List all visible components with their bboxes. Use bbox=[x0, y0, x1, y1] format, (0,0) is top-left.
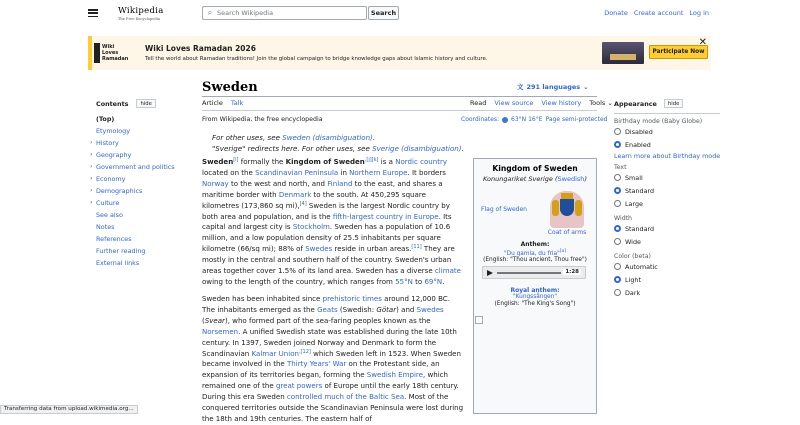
article-link[interactable]: Northern Europe bbox=[349, 167, 408, 177]
article-link[interactable]: Swedish Empire bbox=[366, 370, 423, 380]
appearance-panel bbox=[614, 99, 724, 299]
article-link[interactable]: fifth-largest country in Europe bbox=[332, 211, 439, 221]
text-size-option[interactable]: Small bbox=[614, 171, 724, 184]
banner-description: Tell the world about Ramadan traditions! Join the global campaign to bridge knowledge gaps about Islamic history and culture. bbox=[145, 56, 488, 62]
user-links bbox=[604, 9, 709, 17]
radio-button[interactable] bbox=[614, 200, 621, 207]
shield-icon bbox=[560, 199, 574, 216]
article-link[interactable]: Denmark bbox=[278, 189, 312, 199]
page-title: Sweden bbox=[202, 80, 258, 95]
toc-item[interactable]: › Demographics bbox=[90, 187, 143, 195]
anthem-heading: Anthem: bbox=[520, 241, 550, 248]
reference-link[interactable]: ,[12] bbox=[298, 348, 311, 355]
banner-title: Wiki Loves Ramadan 2026 bbox=[145, 44, 256, 53]
toc-hide-button[interactable]: hide bbox=[136, 99, 155, 108]
article-link[interactable]: 55°N bbox=[395, 276, 413, 286]
text-size-options bbox=[614, 171, 724, 210]
audio-progress-bar[interactable] bbox=[497, 272, 561, 274]
toc-item[interactable]: (Top) bbox=[96, 115, 115, 123]
audio-player[interactable] bbox=[482, 266, 586, 279]
toc-item[interactable]: Further reading bbox=[96, 247, 146, 255]
color-option[interactable]: Automatic bbox=[614, 260, 724, 273]
reference-link[interactable]: [4] bbox=[299, 200, 307, 207]
article-link[interactable]: controlled much of the Baltic Sea bbox=[286, 392, 405, 402]
disambiguation-link[interactable]: Sweden (disambiguation) bbox=[282, 133, 373, 142]
width-options bbox=[614, 222, 724, 248]
chevron-right-icon[interactable]: › bbox=[90, 199, 93, 206]
anthem-name: "Du gamla, du fria"[a] bbox=[503, 249, 567, 257]
radio-button[interactable] bbox=[614, 276, 621, 283]
chevron-right-icon[interactable]: › bbox=[90, 139, 93, 146]
main-menu-icon[interactable] bbox=[88, 9, 98, 17]
translate-icon: 文 bbox=[517, 83, 524, 91]
coat-of-arms-image[interactable] bbox=[550, 191, 584, 228]
toc-item[interactable]: › Geography bbox=[90, 151, 132, 159]
lead-paragraph-1: Sweden[i] formally the Kingdom of Sweden$^{,[j][k]}$ is a Nordic country located on the Scandinavian Peninsula in Northern Europe. It borders Norway to the west and north, and Finland to the east, and shares a maritime border with Denmark to the south. At 450,295 square kilometres (173,860 sq mi),[4] Sweden is the largest Nordic country by both area and population, and is the fifth-largest country in Europe. Its capital and largest city is Stockholm. Sweden has a population of 10.6 million, and a low population density of 25.5 inhabitants per square kilometre (66/sq mi); 88% of Swedes reside in urban areas.[11] They are mostly in the central and southern half of the country. Sweden's urban areas together cover 1.5% of its land area. Sweden has a diverse climate owing to the length of the country, which ranges from 55°N to 69°N. bbox=[202, 157, 461, 286]
logo-wordmark: Wikipedia bbox=[118, 6, 164, 16]
birthday-learn-more-link[interactable]: Learn more about Birthday mode bbox=[614, 152, 721, 160]
article-link[interactable]: Scandinavian Peninsula bbox=[255, 167, 339, 177]
tabs-divider bbox=[202, 110, 597, 111]
color-option[interactable]: Light bbox=[614, 273, 724, 286]
toc-item[interactable]: › Government and politics bbox=[90, 163, 175, 171]
create-account-link[interactable]: Create account bbox=[633, 9, 684, 17]
mosque-image bbox=[602, 42, 644, 64]
article-link[interactable]: Geats bbox=[317, 304, 338, 314]
chevron-down-icon: ⌄ bbox=[607, 99, 613, 107]
article-link[interactable]: Swedes bbox=[305, 244, 333, 254]
wiki-loves-ramadan-logo: Wiki Loves Ramadan bbox=[94, 39, 142, 67]
coordinates-label[interactable]: Coordinates: bbox=[461, 116, 500, 123]
text-size-option[interactable]: Large bbox=[614, 197, 724, 210]
toc-item[interactable]: › History bbox=[90, 139, 119, 147]
table-of-contents bbox=[90, 99, 194, 269]
chevron-right-icon[interactable]: › bbox=[90, 151, 93, 158]
radio-button[interactable] bbox=[614, 128, 621, 135]
article-link[interactable]: prehistoric times bbox=[322, 294, 382, 303]
article-link[interactable]: Thirty Years' War bbox=[287, 359, 347, 369]
article-link[interactable]: climate bbox=[434, 266, 461, 276]
tab-view-source[interactable]: View source bbox=[494, 99, 534, 107]
flag-link[interactable]: Flag of Sweden bbox=[481, 206, 527, 213]
coat-of-arms-link[interactable]: Coat of arms bbox=[547, 229, 587, 236]
radio-button[interactable] bbox=[614, 187, 621, 194]
text-size-option[interactable]: Standard bbox=[614, 184, 724, 197]
audio-duration: 1:28 bbox=[565, 268, 579, 275]
infobox-title: Kingdom of Sweden bbox=[492, 164, 578, 173]
login-link[interactable]: Log in bbox=[689, 9, 709, 17]
chevron-down-icon: ⌄ bbox=[583, 82, 589, 91]
lantern-icon bbox=[94, 43, 100, 63]
hatnote: For other uses, see Sweden (disambiguation). "Sverige" redirects here. For other uses, see Sverige (disambiguation). bbox=[212, 133, 464, 153]
toc-item[interactable]: See also bbox=[96, 211, 123, 219]
tab-view-history[interactable]: View history bbox=[541, 99, 582, 107]
radio-button[interactable] bbox=[614, 289, 621, 296]
birthday-option[interactable]: Disabled bbox=[614, 125, 724, 138]
reference-link[interactable]: [11] bbox=[411, 244, 422, 251]
article-link[interactable]: Finland bbox=[327, 178, 353, 188]
radio-button[interactable] bbox=[614, 141, 621, 148]
article-link[interactable]: Swedes bbox=[416, 304, 444, 314]
wikipedia-logo[interactable] bbox=[114, 5, 178, 23]
reference-link[interactable]: ,[j][k] bbox=[364, 157, 379, 163]
width-label: Width bbox=[614, 215, 632, 222]
infobox bbox=[473, 158, 597, 414]
birthday-option[interactable]: Enabled bbox=[614, 138, 724, 151]
radio-button[interactable] bbox=[614, 263, 621, 270]
tools-menu[interactable]: Tools ⌄ bbox=[589, 99, 613, 107]
play-icon[interactable] bbox=[487, 270, 493, 276]
swedish-language-link[interactable]: Swedish bbox=[557, 175, 585, 183]
lead-paragraph-2: Sweden has been inhabited since prehistoric times around 12,000 BC. The inhabitants emerged as the Geats (Swedish: Götar) and Swedes (Svear), who formed part of the sea-faring peoples known as the Norsemen. A unified Swedish state was established during the late 10th century. In 1397, Sweden joined Norway and Denmark to form the Scandinavian Kalmar Union$^{,[12]}$ which Sweden left in 1523. When Sweden became involved in the Thirty Years' War on the Protestant side, an expansion of its territories began, forming the Swedish Empire, which remained one of the great powers of Europe until the early 18th century. During this era Sweden controlled much of the Baltic Sea. Most of the conquered territories outside the Scandinavian Peninsula were lost during the 18th and 19th centuries. The eastern half of bbox=[202, 294, 464, 423]
article-link[interactable]: great powers bbox=[275, 381, 323, 391]
toc-item[interactable]: › Culture bbox=[90, 199, 120, 207]
color-option[interactable]: Dark bbox=[614, 286, 724, 299]
logo-tagline: The Free Encyclopedia bbox=[118, 17, 160, 21]
birthday-options bbox=[614, 125, 724, 151]
infobox-native-name: Konungariket Sverige (Swedish) bbox=[483, 175, 587, 183]
birthday-mode-label: Birthday mode (Baby Globe) bbox=[614, 118, 703, 125]
chevron-right-icon[interactable]: › bbox=[90, 187, 93, 194]
width-option[interactable]: Standard bbox=[614, 222, 724, 235]
radio-button[interactable] bbox=[614, 174, 621, 181]
campaign-banner bbox=[88, 36, 711, 70]
article-link[interactable]: Nordic country bbox=[395, 157, 448, 166]
article-link[interactable]: 69°N bbox=[424, 276, 443, 286]
search-input[interactable] bbox=[217, 9, 365, 17]
tab-talk[interactable]: Talk bbox=[230, 99, 244, 107]
semi-protected-link[interactable]: Page semi-protected bbox=[545, 116, 608, 123]
appearance-hide-button[interactable]: hide bbox=[664, 99, 683, 108]
toc-item[interactable]: Notes bbox=[96, 223, 115, 231]
tab-read[interactable]: Read bbox=[470, 99, 486, 111]
toc-item[interactable]: › Economy bbox=[90, 175, 126, 183]
toc-item[interactable]: References bbox=[96, 235, 132, 243]
site-subtitle: From Wikipedia, the free encyclopedia bbox=[202, 116, 323, 123]
search-icon: ⌕ bbox=[207, 8, 213, 17]
article-link[interactable]: Norsemen bbox=[202, 326, 239, 336]
toc-heading: Contents bbox=[96, 99, 129, 108]
text-size-label: Text bbox=[614, 164, 627, 171]
broken-image-icon bbox=[475, 316, 483, 324]
donate-link[interactable]: Donate bbox=[604, 9, 628, 17]
reference-link[interactable]: [i] bbox=[233, 157, 239, 163]
search-field[interactable] bbox=[202, 6, 367, 20]
chevron-right-icon[interactable]: › bbox=[90, 175, 93, 182]
globe-icon[interactable] bbox=[502, 117, 508, 123]
title-divider bbox=[202, 96, 597, 97]
width-option[interactable]: Wide bbox=[614, 235, 724, 248]
chevron-right-icon[interactable]: › bbox=[90, 163, 93, 170]
article-link[interactable]: Stockholm bbox=[292, 222, 330, 232]
coordinates bbox=[461, 116, 607, 123]
article-link[interactable]: Norway bbox=[202, 178, 229, 188]
article-link[interactable]: Kalmar Union bbox=[251, 348, 299, 358]
toc-list bbox=[90, 113, 194, 269]
language-button[interactable]: 文 291 languages ⌄ bbox=[517, 82, 589, 91]
radio-button[interactable] bbox=[614, 225, 621, 232]
color-options bbox=[614, 260, 724, 299]
close-icon[interactable]: ✕ bbox=[698, 37, 707, 48]
royal-anthem-heading[interactable]: Royal anthem: bbox=[510, 287, 560, 294]
status-bar: Transferring data from upload.wikimedia.org... bbox=[0, 405, 138, 414]
search-button[interactable]: Search bbox=[368, 6, 399, 20]
tab-article[interactable]: Article bbox=[202, 99, 223, 111]
sverige-disambiguation-link[interactable]: Sverige (disambiguation) bbox=[372, 143, 462, 153]
royal-anthem-english: (English: "The King's Song") bbox=[494, 301, 576, 307]
radio-button[interactable] bbox=[614, 238, 621, 245]
participate-button[interactable]: Participate Now bbox=[649, 45, 708, 59]
toc-item[interactable]: External links bbox=[96, 259, 140, 267]
royal-anthem-name[interactable]: "Kungssången" bbox=[512, 294, 558, 300]
anthem-english: (English: "Thou ancient, Thou free") bbox=[483, 257, 587, 263]
toc-item[interactable]: Etymology bbox=[96, 127, 130, 135]
coordinates-value[interactable]: 63°N 16°E bbox=[511, 116, 543, 123]
appearance-heading: Appearance bbox=[614, 99, 657, 108]
color-label: Color (beta) bbox=[614, 253, 651, 260]
